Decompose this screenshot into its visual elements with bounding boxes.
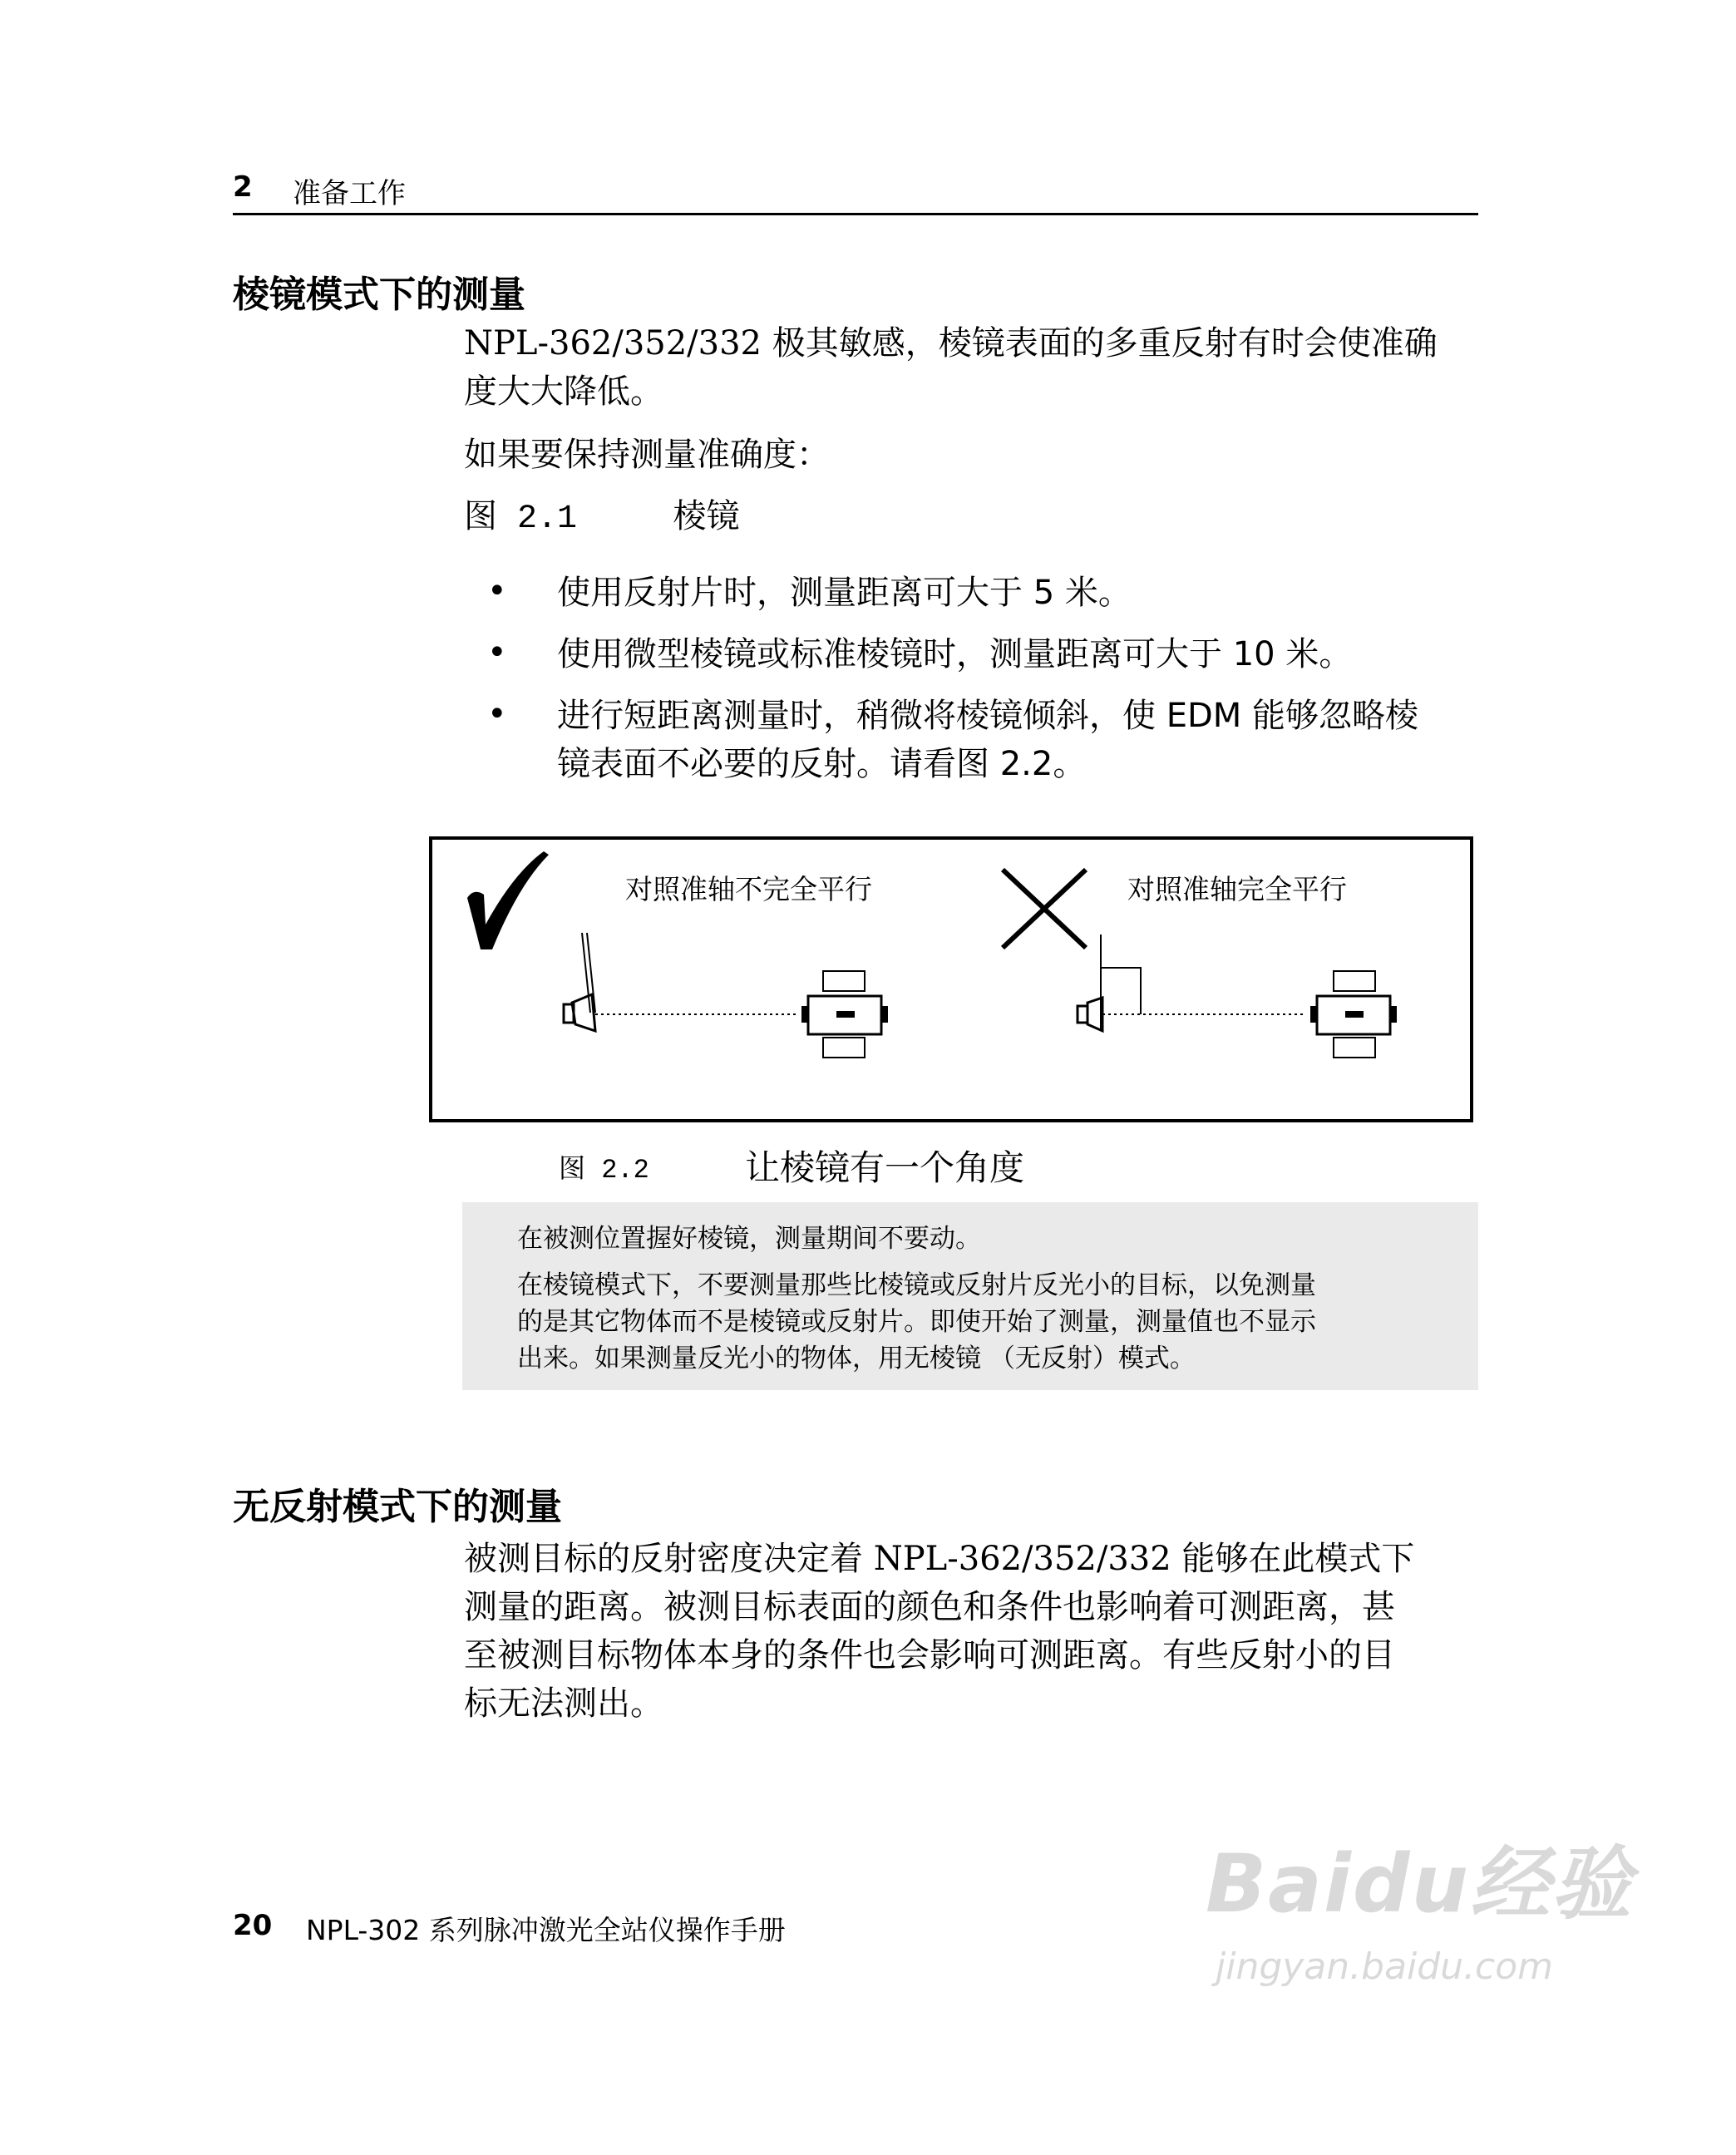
check-mark-icon [467, 851, 549, 949]
manual-title: NPL-302 系列脉冲激光全站仪操作手册 [306, 1914, 786, 1946]
prism-straight-icon [1078, 934, 1141, 1031]
page-number: 20 [233, 1909, 273, 1942]
bullet-marker: • [487, 695, 507, 733]
figure-ref-label: 图 2.1 [464, 501, 578, 538]
total-station-left-icon [801, 971, 888, 1058]
bullet-line: 进行短距离测量时，稍微将棱镜倾斜，使 EDM 能够忽略棱 [557, 697, 1419, 735]
figure-ref-title: 棱镜 [673, 497, 740, 535]
bullet-marker: • [487, 634, 507, 672]
bullet-line: 镜表面不必要的反射。请看图 2.2。 [557, 745, 1087, 783]
paragraph-line: 度大大降低。 [464, 372, 663, 411]
note-line: 出来。如果测量反光小的物体，用无棱镜 （无反射）模式。 [517, 1344, 1196, 1373]
baidu-watermark-url: jingyan.baidu.com [1216, 1945, 1554, 1988]
figure-2-2 [429, 836, 1473, 1122]
paragraph-line: NPL-362/352/332 极其敏感，棱镜表面的多重反射有时会使准确 [464, 324, 1438, 362]
chapter-number: 2 [233, 170, 253, 204]
figure-caption-title: 让棱镜有一个角度 [745, 1147, 1025, 1188]
baidu-watermark-logo: Baidu经验 [1206, 1837, 1633, 1931]
bullet-item [557, 569, 1488, 617]
figure-2-1-ref [464, 492, 739, 544]
paragraph-line: 测量的距离。被测目标表面的颜色和条件也影响着可测距离，甚 [464, 1588, 1395, 1626]
prism-tilted-icon [564, 933, 595, 1031]
paragraph-line: 被测目标的反射密度决定着 NPL-362/352/332 能够在此模式下 [464, 1540, 1415, 1578]
note-line: 的是其它物体而不是棱镜或反射片。即使开始了测量，测量值也不显示 [517, 1307, 1316, 1337]
bullet-item [557, 692, 1488, 788]
header-rule [233, 213, 1478, 215]
bullet-marker: • [487, 572, 507, 610]
bullet-line: 使用反射片时，测量距离可大于 5 米。 [557, 574, 1132, 612]
section1-intro: 如果要保持测量准确度： [464, 436, 830, 474]
note-line: 在被测位置握好棱镜，测量期间不要动。 [517, 1224, 981, 1254]
bullet-item [557, 630, 1488, 678]
left-figure-label: 对照准轴不完全平行 [625, 873, 872, 905]
section-heading-prism-mode: 棱镜模式下的测量 [233, 274, 525, 316]
bullet-line: 使用微型棱镜或标准棱镜时，测量距离可大于 10 米。 [557, 635, 1353, 673]
cross-mark-icon [1003, 870, 1086, 948]
paragraph-line: 标无法测出。 [464, 1684, 663, 1723]
right-figure-label: 对照准轴完全平行 [1127, 873, 1347, 905]
section2-paragraph [464, 1535, 1487, 1728]
chapter-title: 准备工作 [293, 177, 406, 210]
note-line: 在棱镜模式下，不要测量那些比棱镜或反射片反光小的目标，以免测量 [517, 1270, 1316, 1300]
paragraph-line: 至被测目标物体本身的条件也会影响可测距离。有些反射小的目 [464, 1636, 1395, 1674]
section-heading-reflectorless-mode: 无反射模式下的测量 [233, 1486, 562, 1528]
figure-caption-number: 图 2.2 [559, 1155, 649, 1186]
section1-paragraph [464, 319, 1487, 416]
total-station-right-icon [1310, 971, 1397, 1058]
